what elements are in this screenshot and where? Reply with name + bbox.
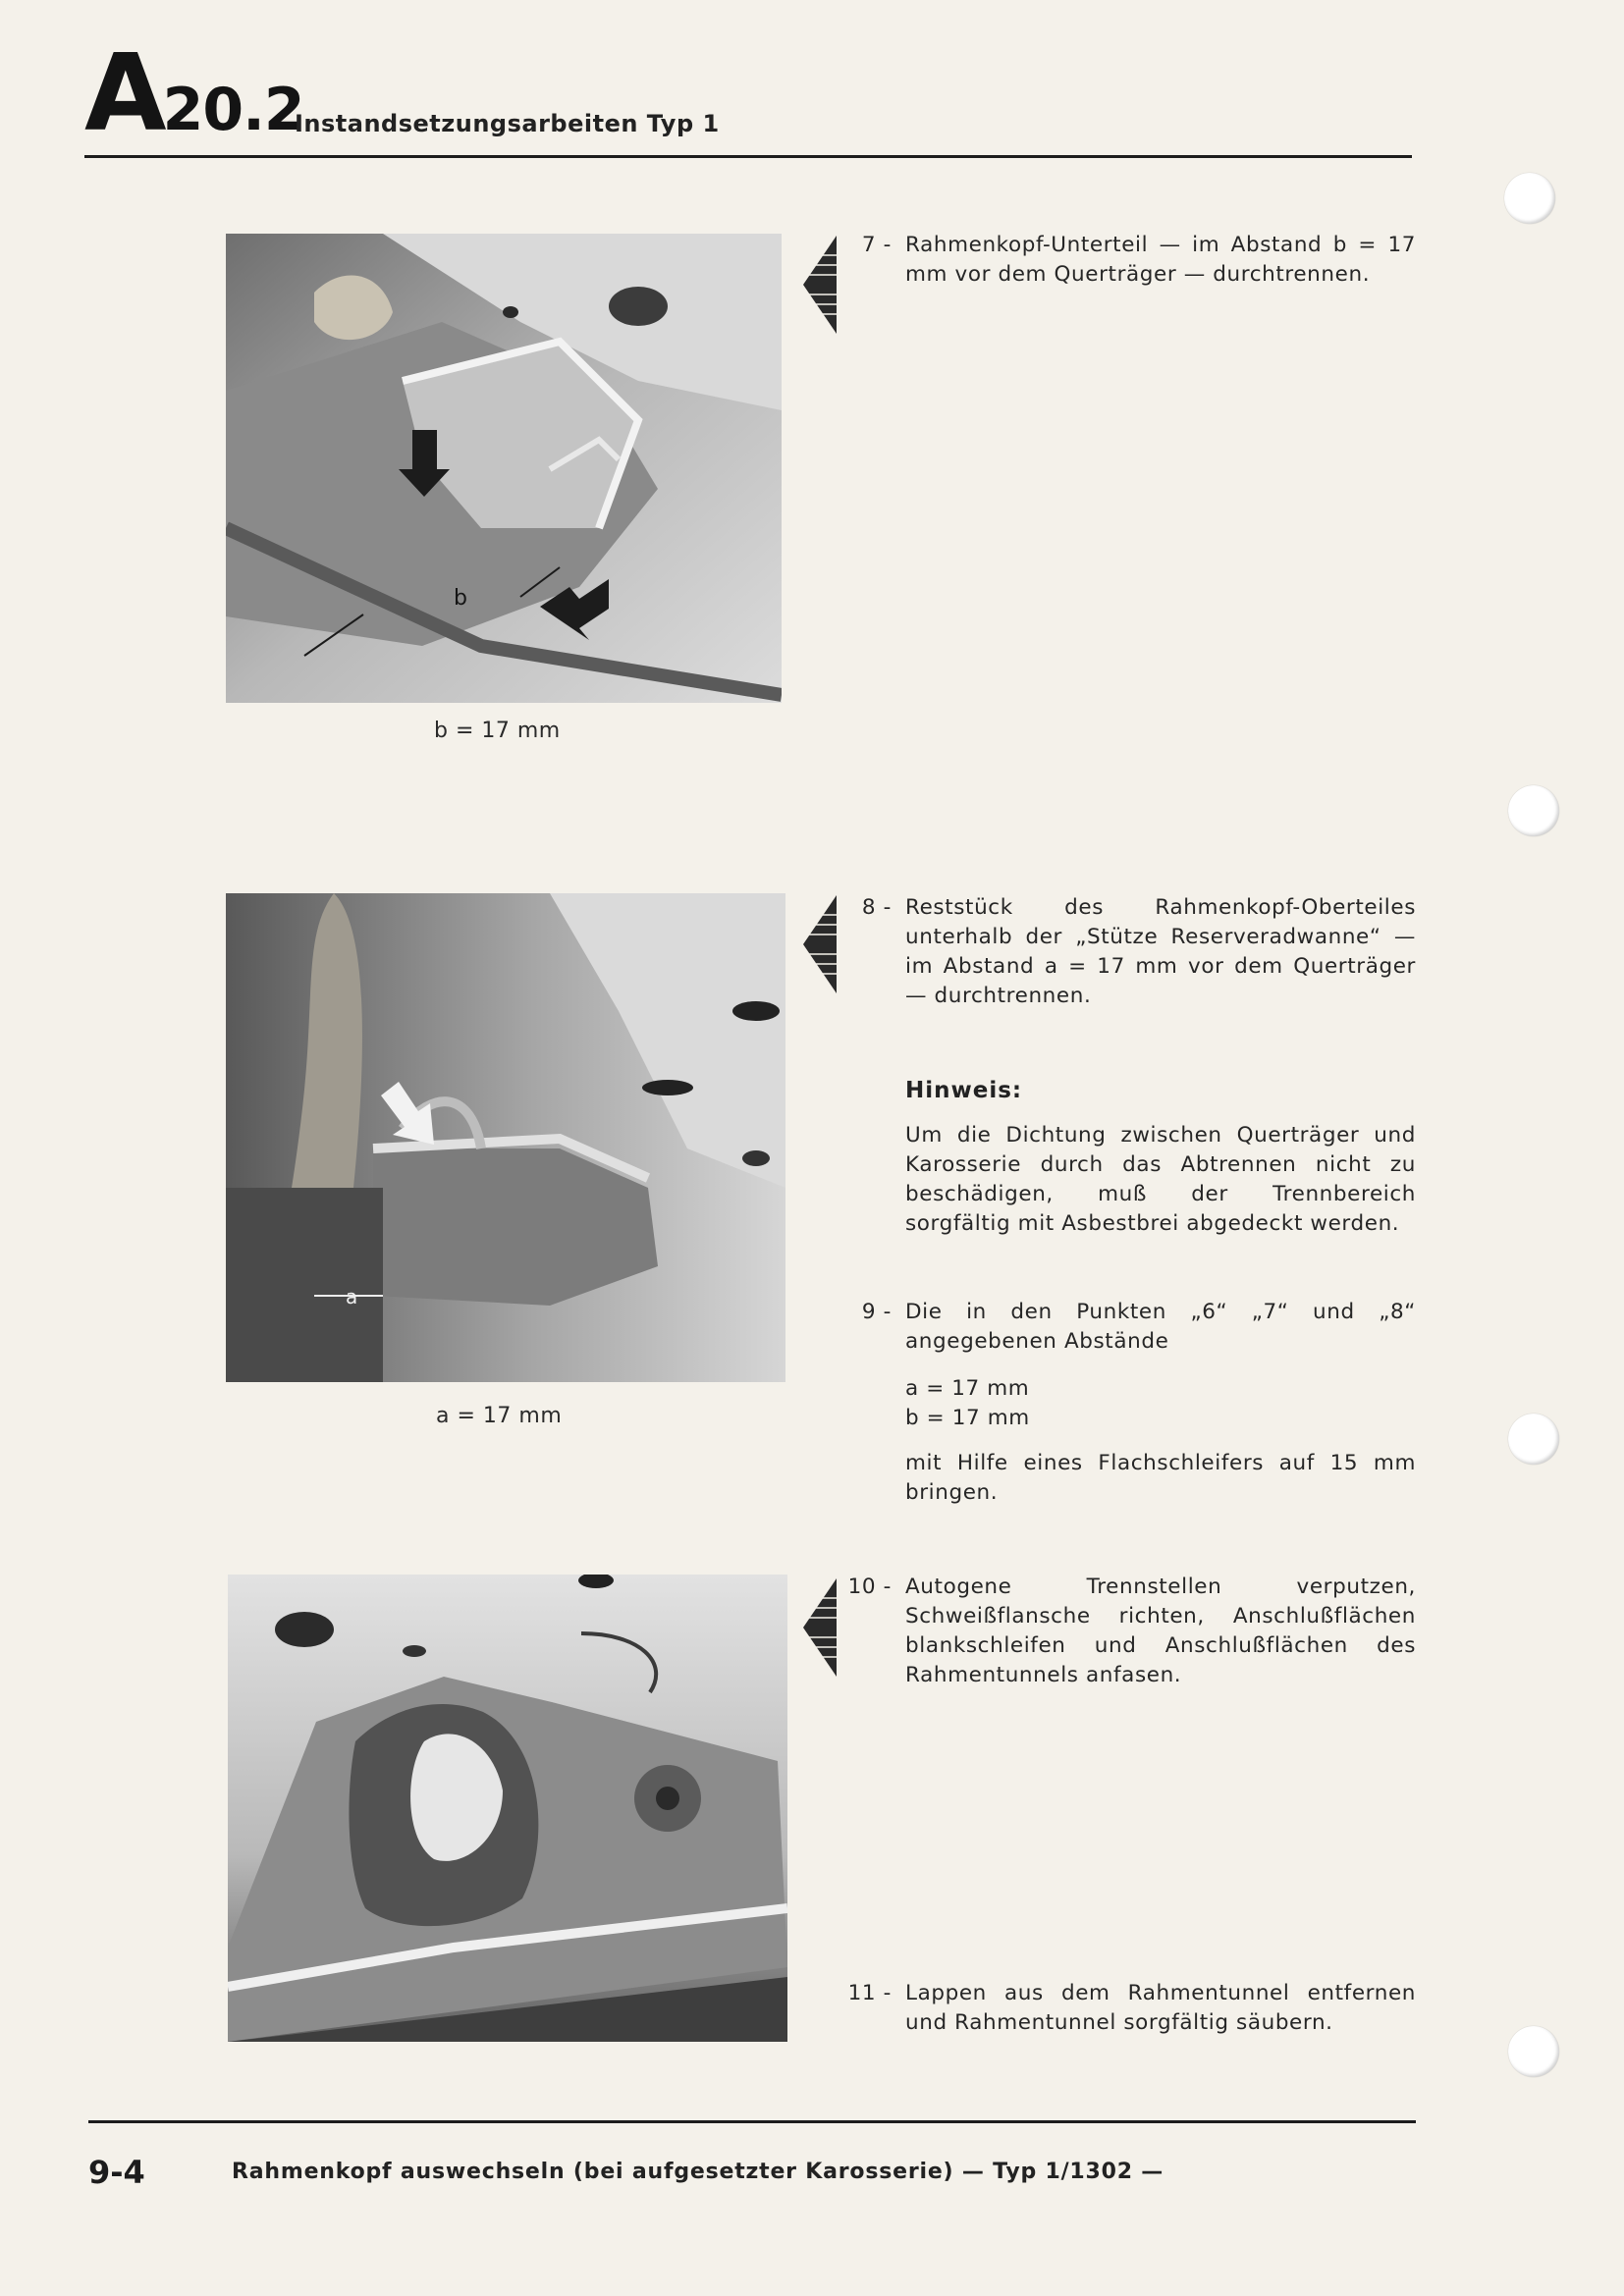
step-number: 9 - <box>861 1300 892 1324</box>
header-rule <box>84 155 1412 158</box>
dimension-b: b = 17 mm <box>905 1406 1030 1430</box>
step-8 <box>840 893 1416 1013</box>
step-text: Reststück des Rahmenkopf-Oberteiles unterhalb der „Stütze Reserveradwanne“ — im Abstand a = 17 mm vor dem Querträger — durchtrennen. <box>905 895 1416 1008</box>
photo-step-8 <box>226 893 785 1382</box>
section-number: 20.2 <box>162 76 304 144</box>
pointer-icon <box>803 236 839 334</box>
step-10 <box>840 1573 1416 1692</box>
photo-caption: b = 17 mm <box>434 719 561 743</box>
photo-step-7 <box>226 234 782 703</box>
page-number: 9-4 <box>88 2154 145 2191</box>
punch-hole <box>1508 2026 1559 2077</box>
note-text: Um die Dichtung zwischen Querträger und Karosserie durch das Abtrennen nicht zu beschädigen, muß der Trennbereich sorgfältig mit Asbestbrei abgedeckt werden. <box>905 1123 1416 1236</box>
photo-step-10 <box>228 1575 787 2042</box>
footer-rule <box>88 2120 1416 2123</box>
punch-hole <box>1504 173 1555 224</box>
step-text: Die in den Punkten „6“ „7“ und „8“ angegebenen Abstände <box>905 1300 1416 1354</box>
step-number: 10 - <box>847 1575 892 1599</box>
step-text: Lappen aus dem Rahmentunnel entfernen und Rahmentunnel sorgfältig säubern. <box>905 1981 1416 2035</box>
step-9-continued: mit Hilfe eines Flachschleifers auf 15 mm bringen. <box>905 1451 1416 1505</box>
step-number: 11 - <box>847 1981 892 2005</box>
step-number: 7 - <box>861 233 892 257</box>
step-text: Autogene Trennstellen verputzen, Schweißflansche richten, Anschlußflächen blankschleifen und Anschlußflächen des Rahmentunnels anfasen. <box>905 1575 1416 1687</box>
pointer-icon <box>803 895 839 993</box>
punch-hole <box>1508 1414 1559 1465</box>
section-title: Instandsetzungsarbeiten Typ 1 <box>295 110 720 137</box>
step-7 <box>840 231 1416 292</box>
photo-caption: a = 17 mm <box>436 1404 563 1428</box>
step-number: 8 - <box>861 895 892 920</box>
footer-title: Rahmenkopf auswechseln (bei aufgesetzter Karosserie) — Typ 1/1302 — <box>232 2160 1164 2184</box>
section-code <box>84 32 304 155</box>
note-heading: Hinweis: <box>905 1078 1023 1103</box>
step-11 <box>840 1979 1416 2040</box>
dimension-a: a = 17 mm <box>905 1376 1030 1401</box>
pointer-icon <box>803 1578 839 1677</box>
section-letter: A <box>84 32 163 155</box>
step-9 <box>840 1298 1416 1359</box>
punch-hole <box>1508 785 1559 836</box>
step-text: Rahmenkopf-Unterteil — im Abstand b = 17 mm vor dem Querträger — durchtrennen. <box>905 233 1416 287</box>
photo-label-a: a <box>346 1285 358 1308</box>
photo-label-b: b <box>454 586 467 611</box>
